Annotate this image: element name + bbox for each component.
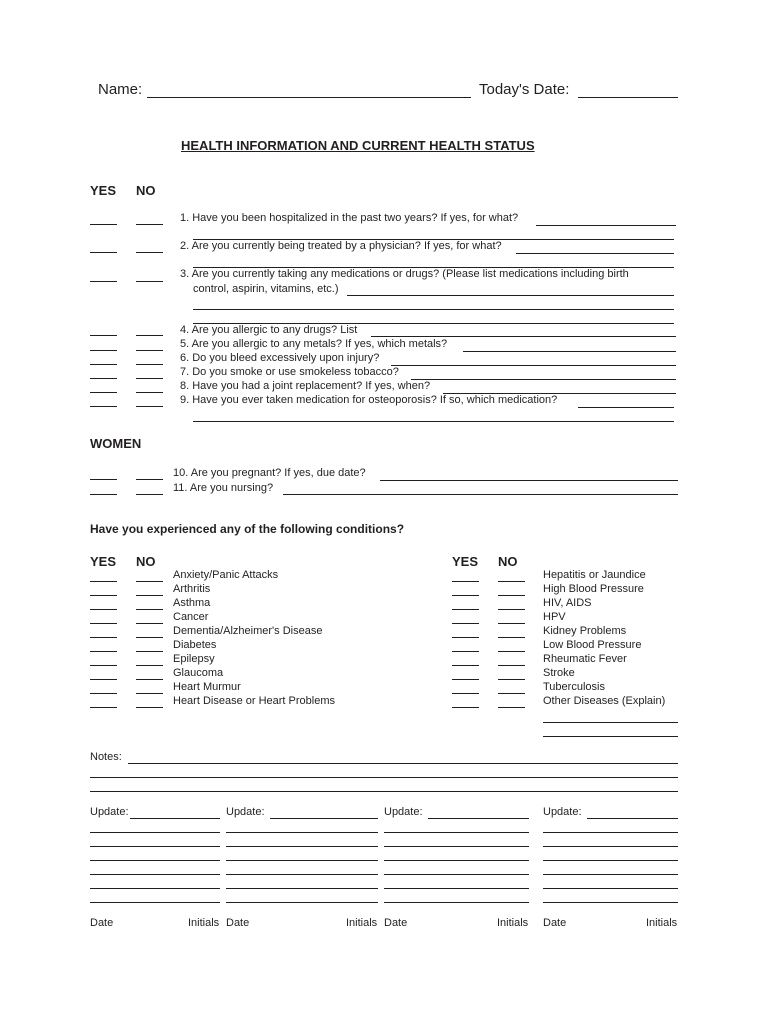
explain-line[interactable] xyxy=(543,736,678,737)
update-line[interactable] xyxy=(384,888,529,889)
update-line[interactable] xyxy=(384,902,529,903)
update-line[interactable] xyxy=(226,874,378,875)
yes-blank[interactable] xyxy=(90,281,117,282)
no-blank[interactable] xyxy=(498,623,525,624)
no-blank[interactable] xyxy=(136,609,163,610)
update-line[interactable] xyxy=(90,832,220,833)
no-blank[interactable] xyxy=(136,494,163,495)
question-11: 11. Are you nursing? xyxy=(173,482,274,494)
no-header: NO xyxy=(136,183,156,198)
yes-blank[interactable] xyxy=(90,494,117,495)
answer-line[interactable] xyxy=(391,365,676,366)
yes-blank[interactable] xyxy=(452,637,479,638)
update-field[interactable] xyxy=(270,818,378,819)
update-line[interactable] xyxy=(384,832,529,833)
notes-line[interactable] xyxy=(90,791,678,792)
yes-blank[interactable] xyxy=(90,595,117,596)
no-blank[interactable] xyxy=(136,651,163,652)
date-label: Date xyxy=(543,917,567,929)
date-label: Date xyxy=(384,917,408,929)
answer-line[interactable] xyxy=(463,351,676,352)
notes-line[interactable] xyxy=(90,777,678,778)
question-4: 4. Are you allergic to any drugs? List xyxy=(180,324,358,336)
date-label: Today's Date: xyxy=(479,81,570,98)
yes-blank[interactable] xyxy=(90,665,117,666)
condition-label: Cancer xyxy=(173,611,209,623)
no-blank[interactable] xyxy=(498,637,525,638)
conditions-heading: Have you experienced any of the following conditions? xyxy=(90,522,405,536)
women-heading: WOMEN xyxy=(90,436,142,451)
yes-header: YES xyxy=(452,554,479,569)
question-2: 2. Are you currently being treated by a physician? If yes, for what? xyxy=(180,240,502,252)
condition-label: Asthma xyxy=(173,597,211,609)
yes-blank[interactable] xyxy=(90,637,117,638)
answer-line[interactable] xyxy=(347,295,674,296)
condition-label: Heart Disease or Heart Problems xyxy=(173,695,336,707)
no-header: NO xyxy=(136,554,156,569)
condition-label: Kidney Problems xyxy=(543,625,627,637)
no-blank[interactable] xyxy=(136,707,163,708)
yes-blank[interactable] xyxy=(90,679,117,680)
yes-blank[interactable] xyxy=(90,392,117,393)
initials-label: Initials xyxy=(497,917,529,929)
condition-label: Low Blood Pressure xyxy=(543,639,642,651)
notes-label: Notes: xyxy=(90,751,122,763)
yes-blank[interactable] xyxy=(90,623,117,624)
condition-label: Dementia/Alzheimer's Disease xyxy=(173,625,323,637)
date-field[interactable] xyxy=(578,97,678,98)
update-label: Update: xyxy=(226,806,265,818)
name-field[interactable] xyxy=(147,97,471,98)
update-line[interactable] xyxy=(543,888,678,889)
no-blank[interactable] xyxy=(136,581,163,582)
question-3-continued: control, aspirin, vitamins, etc.) xyxy=(193,283,339,295)
update-line[interactable] xyxy=(90,902,220,903)
yes-blank[interactable] xyxy=(452,693,479,694)
update-line[interactable] xyxy=(226,902,378,903)
condition-label: Arthritis xyxy=(173,583,211,595)
answer-line[interactable] xyxy=(411,379,676,380)
update-line[interactable] xyxy=(543,874,678,875)
answer-line[interactable] xyxy=(371,336,676,337)
no-blank[interactable] xyxy=(136,406,163,407)
no-blank[interactable] xyxy=(498,651,525,652)
no-blank[interactable] xyxy=(498,679,525,680)
no-blank[interactable] xyxy=(136,623,163,624)
condition-label: Stroke xyxy=(543,667,575,679)
update-line[interactable] xyxy=(226,888,378,889)
answer-line[interactable] xyxy=(193,421,674,422)
answer-line[interactable] xyxy=(193,309,674,310)
question-5: 5. Are you allergic to any metals? If yes, which metals? xyxy=(180,338,448,350)
no-blank[interactable] xyxy=(136,350,163,351)
no-blank[interactable] xyxy=(498,595,525,596)
yes-blank[interactable] xyxy=(452,707,479,708)
yes-blank[interactable] xyxy=(452,595,479,596)
no-blank[interactable] xyxy=(136,335,163,336)
update-line[interactable] xyxy=(226,860,378,861)
yes-blank[interactable] xyxy=(90,406,117,407)
no-blank[interactable] xyxy=(136,364,163,365)
update-line[interactable] xyxy=(543,902,678,903)
initials-label: Initials xyxy=(346,917,378,929)
yes-blank[interactable] xyxy=(452,651,479,652)
no-header: NO xyxy=(498,554,518,569)
question-1: 1. Have you been hospitalized in the past two years? If yes, for what? xyxy=(180,212,519,224)
no-blank[interactable] xyxy=(136,637,163,638)
question-10: 10. Are you pregnant? If yes, due date? xyxy=(173,467,366,479)
update-label: Update: xyxy=(384,806,423,818)
no-blank[interactable] xyxy=(498,707,525,708)
yes-blank[interactable] xyxy=(90,252,117,253)
condition-label: Diabetes xyxy=(173,639,217,651)
no-blank[interactable] xyxy=(136,252,163,253)
no-blank[interactable] xyxy=(136,224,163,225)
answer-line[interactable] xyxy=(283,494,678,495)
no-blank[interactable] xyxy=(136,378,163,379)
condition-label: HPV xyxy=(543,611,566,623)
update-line[interactable] xyxy=(226,832,378,833)
yes-blank[interactable] xyxy=(90,224,117,225)
update-line[interactable] xyxy=(384,860,529,861)
update-line[interactable] xyxy=(543,846,678,847)
yes-blank[interactable] xyxy=(452,665,479,666)
question-9: 9. Have you ever taken medication for osteoporosis? If so, which medication? xyxy=(180,394,558,406)
yes-blank[interactable] xyxy=(452,679,479,680)
no-blank[interactable] xyxy=(498,693,525,694)
answer-line[interactable] xyxy=(536,225,676,226)
yes-blank[interactable] xyxy=(90,609,117,610)
yes-blank[interactable] xyxy=(90,651,117,652)
condition-label: Hepatitis or Jaundice xyxy=(543,569,646,581)
page-title: HEALTH INFORMATION AND CURRENT HEALTH STATUS xyxy=(181,138,535,153)
condition-label: Heart Murmur xyxy=(173,681,241,693)
update-line[interactable] xyxy=(90,888,220,889)
yes-blank[interactable] xyxy=(90,693,117,694)
yes-blank[interactable] xyxy=(90,378,117,379)
condition-label: Epilepsy xyxy=(173,653,215,665)
date-label: Date xyxy=(90,917,114,929)
condition-label: High Blood Pressure xyxy=(543,583,644,595)
update-label: Update: xyxy=(90,806,129,818)
yes-header: YES xyxy=(90,183,117,198)
update-line[interactable] xyxy=(90,860,220,861)
question-6: 6. Do you bleed excessively upon injury? xyxy=(180,352,380,364)
no-blank[interactable] xyxy=(498,581,525,582)
answer-line[interactable] xyxy=(578,407,674,408)
yes-header: YES xyxy=(90,554,117,569)
condition-label: HIV, AIDS xyxy=(543,597,592,609)
answer-line[interactable] xyxy=(516,253,674,254)
condition-label: Tuberculosis xyxy=(543,681,605,693)
date-label: Date xyxy=(226,917,250,929)
yes-blank[interactable] xyxy=(90,581,117,582)
no-blank[interactable] xyxy=(136,693,163,694)
update-line[interactable] xyxy=(543,832,678,833)
yes-blank[interactable] xyxy=(90,707,117,708)
name-label: Name: xyxy=(98,81,143,98)
update-field[interactable] xyxy=(130,818,220,819)
update-line[interactable] xyxy=(226,846,378,847)
yes-blank[interactable] xyxy=(452,581,479,582)
no-blank[interactable] xyxy=(498,609,525,610)
yes-blank[interactable] xyxy=(90,335,117,336)
update-field[interactable] xyxy=(428,818,529,819)
update-line[interactable] xyxy=(90,874,220,875)
condition-label: Glaucoma xyxy=(173,667,224,679)
update-field[interactable] xyxy=(587,818,678,819)
question-7: 7. Do you smoke or use smokeless tobacco? xyxy=(180,366,399,378)
condition-label: Other Diseases (Explain) xyxy=(543,695,666,707)
update-line[interactable] xyxy=(543,860,678,861)
no-blank[interactable] xyxy=(136,281,163,282)
yes-blank[interactable] xyxy=(90,364,117,365)
yes-blank[interactable] xyxy=(90,479,117,480)
initials-label: Initials xyxy=(188,917,220,929)
explain-line[interactable] xyxy=(543,722,678,723)
no-blank[interactable] xyxy=(136,595,163,596)
condition-label: Anxiety/Panic Attacks xyxy=(173,569,279,581)
no-blank[interactable] xyxy=(136,392,163,393)
condition-label: Rheumatic Fever xyxy=(543,653,627,665)
no-blank[interactable] xyxy=(136,679,163,680)
notes-line[interactable] xyxy=(128,763,678,764)
update-line[interactable] xyxy=(90,846,220,847)
update-line[interactable] xyxy=(384,846,529,847)
yes-blank[interactable] xyxy=(452,623,479,624)
question-3: 3. Are you currently taking any medications or drugs? (Please list medications including birth xyxy=(180,268,629,280)
answer-line[interactable] xyxy=(380,480,678,481)
question-8: 8. Have you had a joint replacement? If yes, when? xyxy=(180,380,431,392)
yes-blank[interactable] xyxy=(452,609,479,610)
initials-label: Initials xyxy=(646,917,678,929)
update-label: Update: xyxy=(543,806,582,818)
no-blank[interactable] xyxy=(136,665,163,666)
no-blank[interactable] xyxy=(498,665,525,666)
no-blank[interactable] xyxy=(136,479,163,480)
yes-blank[interactable] xyxy=(90,350,117,351)
update-line[interactable] xyxy=(384,874,529,875)
